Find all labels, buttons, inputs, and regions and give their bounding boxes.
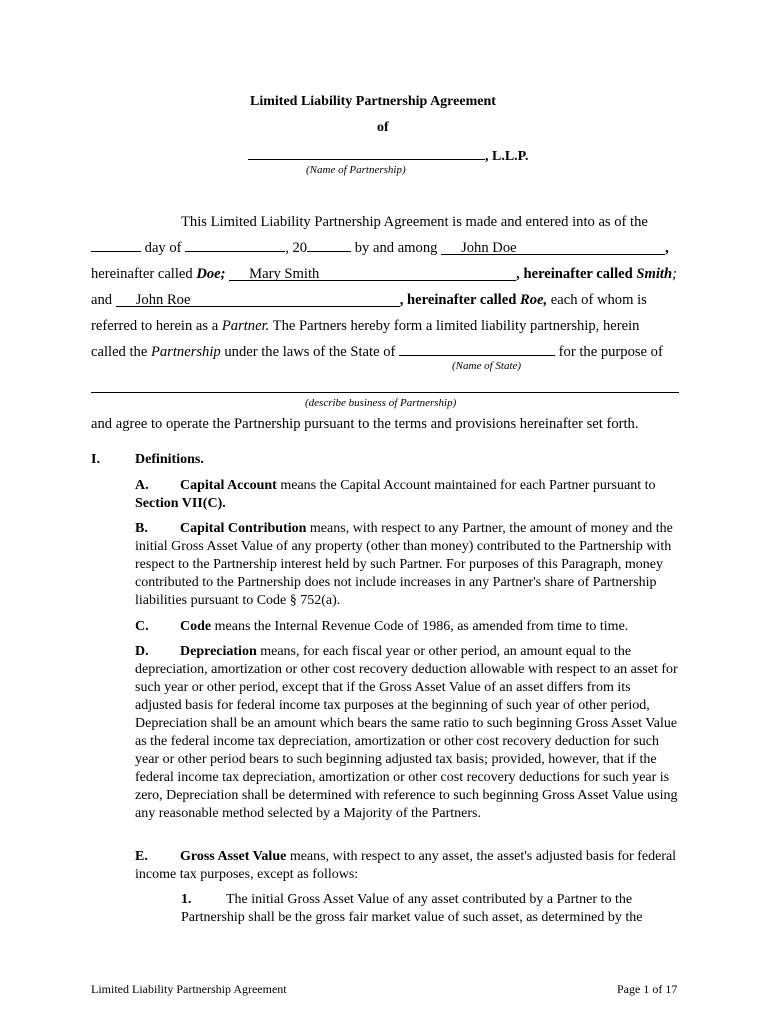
definition-c: C. Code means the Internal Revenue Code of 1986, as amended from time to time. <box>135 619 629 634</box>
section-heading: Definitions. <box>135 452 204 467</box>
month-field[interactable] <box>185 238 285 252</box>
intro-line-5: referred to herein as a Partner. The Partners hereby form a limited liability partnership, herein <box>91 318 640 334</box>
partnership-name-row <box>248 146 528 165</box>
year-field[interactable] <box>307 238 351 252</box>
business-caption: (describe business of Partnership) <box>305 397 457 409</box>
definition-b: B. Capital Contribution means, with respect to any Partner, the amount of money and the initial Gross Asset Value of any property (other than money) contributed to the Partnership with respect to the Partnership interest held by such Partner. For purposes of this Paragraph, money contributed to the Partnership does not include increases in any Partner's share of Partnership liabilities pursuant to Code § 752(a). <box>135 521 673 608</box>
partnership-name-field[interactable] <box>248 146 485 160</box>
title-of: of <box>377 120 389 135</box>
definition-e: E. Gross Asset Value means, with respect to any asset, the asset's adjusted basis for federal income tax purposes, except as follows: <box>135 849 677 882</box>
section-numeral: I. <box>91 452 100 467</box>
document-title: Limited Liability Partnership Agreement <box>250 94 496 109</box>
definition-e-1: 1. The initial Gross Asset Value of any asset contributed by a Partner to the Partnership shall be the gross fair market value of such asset, as determined by the <box>181 892 643 925</box>
business-field[interactable] <box>91 392 679 393</box>
footer-title: Limited Liability Partnership Agreement <box>91 982 287 996</box>
llp-suffix: , L.L.P. <box>485 149 529 164</box>
intro-line-6: called the Partnership under the laws of the State of for the purpose of <box>91 344 663 360</box>
state-caption: (Name of State) <box>452 360 522 372</box>
intro-line-2: day of , 20 by and among John Doe , <box>91 236 669 261</box>
partner3-field[interactable]: John Roe <box>116 293 400 307</box>
state-field[interactable] <box>399 342 555 356</box>
day-field[interactable] <box>91 238 141 252</box>
page-number: Page 1 of 17 <box>617 982 678 996</box>
definition-a: A. Capital Account means the Capital Account maintained for each Partner pursuant to Section VII(C). <box>135 478 656 511</box>
intro-line-3: hereinafter called Doe; Mary Smith , hereinafter called Smith; <box>91 266 677 282</box>
intro-line-1: This Limited Liability Partnership Agreement is made and entered into as of the <box>181 214 648 230</box>
definition-d: D. Depreciation means, for each fiscal year or other period, an amount equal to the depreciation, amortization or other cost recovery deduction allowable with respect to an asset for such year or other period, except that if the Gross Asset Value of an asset differs from its adjusted basis for federal income tax purposes at the beginning of such year of other period, Depreciation shall be an amount which bears the same ratio to such beginning Gross Asset Value as the federal income tax depreciation, amortization or other cost recovery deduction for such year or other period bears to such beginning adjusted tax basis; provided, however, that if the federal income tax depreciation, amortization or other cost recovery deductions for such year is zero, Depreciation shall be determined with reference to such beginning Gross Asset Value using any reasonable method selected by a Majority of the Partners. <box>135 644 678 821</box>
agree-line: and agree to operate the Partnership pursuant to the terms and provisions hereinafter set forth. <box>91 416 639 432</box>
partner1-field[interactable]: John Doe <box>441 241 665 255</box>
intro-line-4: and John Roe , hereinafter called Roe, each of whom is <box>91 292 647 308</box>
partner2-field[interactable]: Mary Smith <box>229 267 516 281</box>
partnership-name-caption: (Name of Partnership) <box>306 164 406 176</box>
